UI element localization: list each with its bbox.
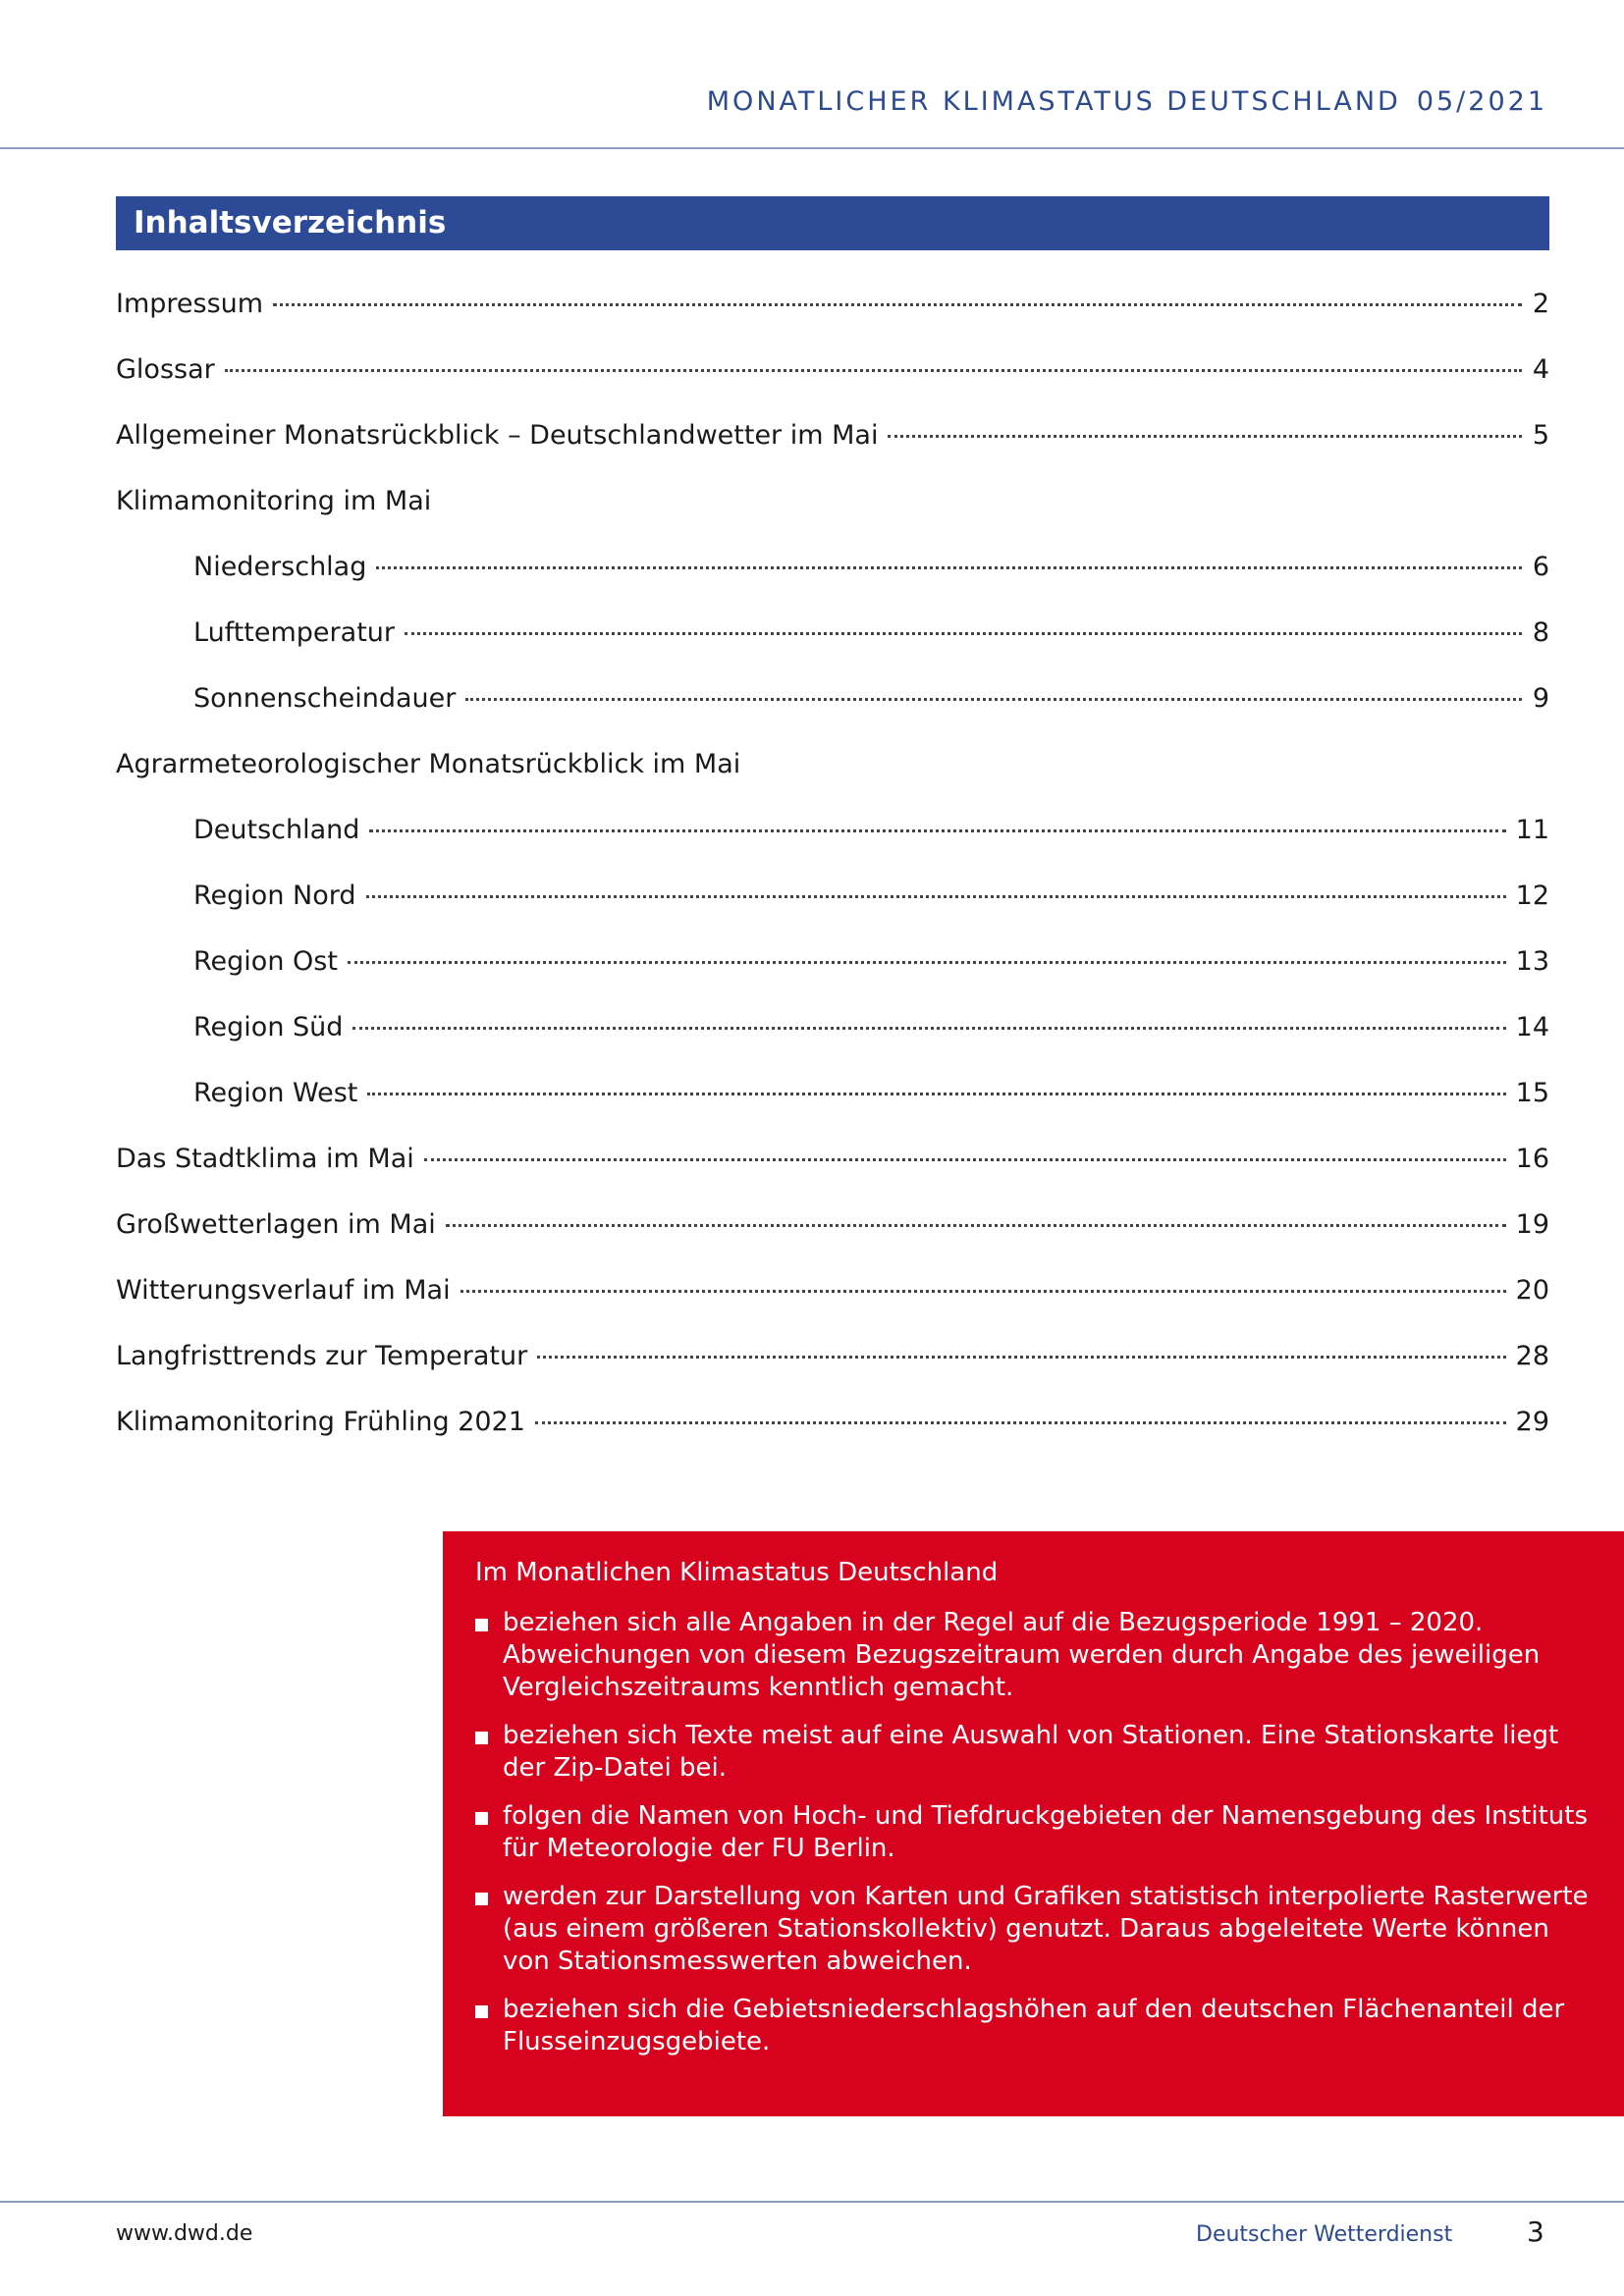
notice-item [475,1800,1595,1865]
toc-entry-title: Langfristtrends zur Temperatur [116,1341,528,1371]
toc-entry-title: Klimamonitoring im Mai [116,486,432,516]
toc-entry-page: 19 [1515,1209,1549,1240]
footer-divider [0,2201,1624,2203]
toc-entry-title: Glossar [116,354,215,385]
header-divider [0,147,1624,149]
toc-entry[interactable] [116,803,1549,869]
report-issue: 05/2021 [1416,86,1547,117]
toc-dot-leader [348,961,1506,964]
toc-entry-page: 20 [1515,1275,1549,1306]
toc-entry[interactable] [116,1198,1549,1263]
toc-entry-title: Region West [193,1078,358,1108]
toc-dot-leader [352,1027,1505,1030]
toc-dot-leader [460,1290,1506,1293]
table-of-contents [116,277,1549,1461]
toc-dot-leader [888,435,1522,438]
toc-entry[interactable] [116,1132,1549,1198]
toc-entry[interactable] [116,408,1549,474]
notice-box [443,1531,1624,2116]
toc-entry-page: 6 [1532,552,1549,582]
notice-item [475,1720,1595,1785]
toc-entry-page: 28 [1515,1341,1549,1371]
toc-dot-leader [225,369,1522,372]
toc-entry[interactable] [116,1263,1549,1329]
notice-list [475,1607,1595,2058]
toc-entry[interactable] [116,1395,1549,1461]
toc-entry-page: 2 [1532,289,1549,319]
toc-dot-leader [405,632,1522,635]
notice-item [475,1607,1595,1704]
toc-entry-page: 8 [1532,617,1549,648]
toc-entry-page: 11 [1515,815,1549,845]
toc-entry-page: 12 [1515,881,1549,911]
notice-item-text: beziehen sich alle Angaben in der Regel auf die Bezugsperiode 1991 – 2020. Abweichungen von diesem Bezugszeitraum werden durch Angabe des jeweiligen Vergleichszeitraums kenntlich gemacht. [503,1608,1541,1702]
toc-dot-leader [376,566,1522,569]
toc-entry[interactable] [116,474,1549,540]
toc-entry-page: 14 [1515,1012,1549,1042]
toc-entry[interactable] [116,1066,1549,1132]
toc-entry[interactable] [116,277,1549,343]
toc-entry-title: Klimamonitoring Frühling 2021 [116,1407,525,1437]
toc-heading: Inhaltsverzeichnis [116,196,1549,250]
notice-lead: Im Monatlichen Klimastatus Deutschland [475,1558,999,1587]
toc-entry-page: 15 [1515,1078,1549,1108]
toc-entry-title: Deutschland [193,815,360,845]
page-number: 3 [1527,2216,1544,2248]
toc-dot-leader [424,1158,1506,1161]
toc-entry-title: Niederschlag [193,552,367,582]
square-bullet-icon [475,2005,488,2018]
toc-entry-page: 9 [1532,683,1549,714]
square-bullet-icon [475,1619,488,1631]
toc-entry-title: Das Stadtklima im Mai [116,1144,414,1174]
toc-entry[interactable] [116,1329,1549,1395]
notice-item [475,1881,1595,1978]
toc-dot-leader [465,698,1522,701]
toc-entry[interactable] [116,934,1549,1000]
toc-entry[interactable] [116,869,1549,934]
toc-entry-title: Allgemeiner Monatsrückblick – Deutschlandwetter im Mai [116,420,879,451]
report-title [707,86,1547,117]
toc-entry-title: Impressum [116,289,264,319]
toc-entry-page: 29 [1515,1407,1549,1437]
notice-item-text: werden zur Darstellung von Karten und Grafiken statistisch interpolierte Rasterwerte (aus einem größeren Stationskollektiv) genutzt. Daraus abgeleitete Werte können von Stationsmesswerten abweichen. [503,1882,1589,1976]
toc-entry-title: Lufttemperatur [193,617,395,648]
toc-entry[interactable] [116,1000,1549,1066]
toc-dot-leader [273,303,1522,306]
toc-entry-title: Sonnenscheindauer [193,683,457,714]
toc-entry-title: Agrarmeteorologischer Monatsrückblick im Mai [116,749,741,779]
notice-item-text: beziehen sich die Gebietsniederschlagshöhen auf den deutschen Flächenanteil der Flusseinzugsgebiete. [503,1995,1565,2056]
toc-entry[interactable] [116,606,1549,671]
toc-entry-title: Region Süd [193,1012,344,1042]
toc-dot-leader [367,1093,1505,1095]
toc-dot-leader [369,829,1505,832]
toc-entry[interactable] [116,343,1549,408]
toc-dot-leader [366,895,1506,898]
toc-entry[interactable] [116,671,1549,737]
square-bullet-icon [475,1812,488,1825]
toc-entry-title: Großwetterlagen im Mai [116,1209,436,1240]
toc-entry[interactable] [116,540,1549,606]
toc-dot-leader [537,1356,1505,1359]
toc-entry-title: Witterungsverlauf im Mai [116,1275,451,1306]
footer-url[interactable]: www.dwd.de [116,2221,253,2246]
toc-entry-title: Region Nord [193,881,356,911]
toc-entry-page: 5 [1532,420,1549,451]
notice-item-text: beziehen sich Texte meist auf eine Auswahl von Stationen. Eine Stationskarte liegt der Zip-Datei bei. [503,1721,1559,1783]
notice-item-text: folgen die Namen von Hoch- und Tiefdruckgebieten der Namensgebung des Instituts für Meteorologie der FU Berlin. [503,1801,1588,1863]
toc-dot-leader [446,1224,1506,1227]
toc-entry-page: 13 [1515,946,1549,977]
toc-dot-leader [535,1421,1506,1424]
toc-entry[interactable] [116,737,1549,803]
toc-entry-page: 16 [1515,1144,1549,1174]
square-bullet-icon [475,1732,488,1744]
square-bullet-icon [475,1893,488,1905]
report-title-text: MONATLICHER KLIMASTATUS DEUTSCHLAND [706,86,1401,117]
footer-organization: Deutscher Wetterdienst [1196,2222,1453,2247]
toc-entry-page: 4 [1532,354,1549,385]
toc-entry-title: Region Ost [193,946,338,977]
notice-item [475,1994,1595,2058]
